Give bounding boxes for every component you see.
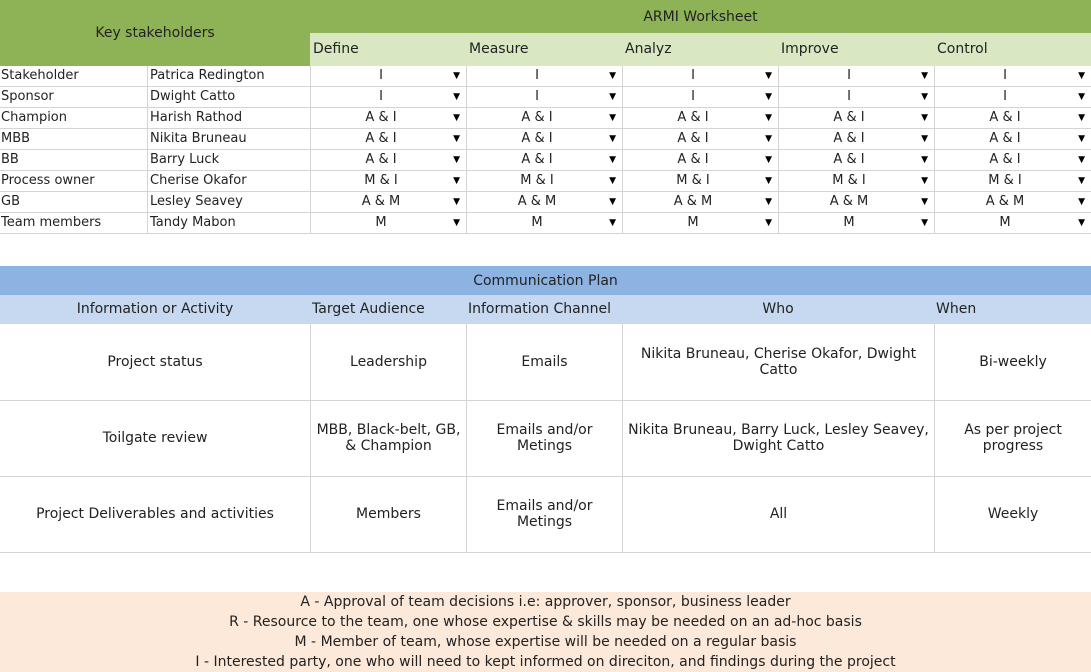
dropdown-value: A & I [833, 131, 865, 146]
dropdown-arrow-icon[interactable]: ▼ [1078, 92, 1085, 102]
dropdown-arrow-icon[interactable]: ▼ [765, 218, 772, 228]
dropdown-arrow-icon[interactable]: ▼ [921, 155, 928, 165]
armi-dropdown-analyz[interactable] [622, 129, 779, 149]
dropdown-arrow-icon[interactable]: ▼ [1078, 134, 1085, 144]
dropdown-arrow-icon[interactable]: ▼ [453, 197, 460, 207]
who-cell: Nikita Bruneau, Barry Luck, Lesley Seavey, Dwight Catto [623, 400, 935, 476]
legend-interested: I - Interested party, one who will need to kept informed on direciton, and findings during the project [195, 654, 896, 670]
dropdown-value: I [535, 89, 539, 104]
dropdown-value: M [999, 215, 1011, 230]
dropdown-value: M & I [676, 173, 710, 188]
dropdown-arrow-icon[interactable]: ▼ [921, 197, 928, 207]
legend-approval: A - Approval of team decisions i.e: approver, sponsor, business leader [300, 594, 791, 610]
armi-row [0, 108, 1091, 129]
dropdown-value: A & I [677, 152, 709, 167]
dropdown-value: M [687, 215, 699, 230]
dropdown-value: I [847, 68, 851, 83]
armi-dropdown-improve[interactable] [778, 171, 935, 191]
audience-cell: Leadership [311, 324, 467, 400]
dropdown-arrow-icon[interactable]: ▼ [765, 134, 772, 144]
armi-dropdown-control[interactable] [934, 171, 1091, 191]
stakeholder-name: Harish Rathod [147, 108, 313, 128]
dropdown-value: A & I [833, 110, 865, 125]
dropdown-value: A & I [365, 131, 397, 146]
dropdown-arrow-icon[interactable]: ▼ [453, 113, 460, 123]
dropdown-arrow-icon[interactable]: ▼ [1078, 197, 1085, 207]
dropdown-arrow-icon[interactable]: ▼ [609, 113, 616, 123]
activity-cell: Project status [0, 324, 311, 400]
dropdown-value: I [379, 89, 383, 104]
raci-legend [0, 592, 1091, 672]
dropdown-arrow-icon[interactable]: ▼ [765, 113, 772, 123]
dropdown-value: I [1003, 89, 1007, 104]
dropdown-arrow-icon[interactable]: ▼ [1078, 155, 1085, 165]
armi-row [0, 87, 1091, 108]
phase-header-row [310, 33, 1091, 66]
who-cell: All [623, 476, 935, 552]
armi-dropdown-analyz[interactable] [622, 192, 779, 212]
header-when: When [936, 301, 977, 317]
stakeholder-role: GB [1, 194, 20, 209]
legend-member: M - Member of team, whose expertise will be needed on a regular basis [294, 634, 797, 650]
dropdown-arrow-icon[interactable]: ▼ [609, 176, 616, 186]
dropdown-value: A & M [829, 194, 869, 209]
stakeholder-name: Dwight Catto [147, 87, 313, 107]
armi-row [0, 192, 1091, 213]
who-cell: Nikita Bruneau, Cherise Okafor, Dwight Catto [623, 324, 935, 400]
dropdown-value: A & M [673, 194, 713, 209]
dropdown-value: A & I [989, 110, 1021, 125]
armi-dropdown-control[interactable] [934, 87, 1091, 107]
channel-cell: Emails and/or Metings [467, 400, 623, 476]
armi-dropdown-analyz[interactable] [622, 171, 779, 191]
when-cell: Weekly [987, 506, 1039, 522]
armi-dropdown-define[interactable] [310, 108, 467, 128]
channel-cell: Emails and/or Metings [467, 476, 623, 552]
dropdown-value: M & I [364, 173, 398, 188]
phase-measure: Measure [469, 41, 529, 57]
dropdown-arrow-icon[interactable]: ▼ [609, 92, 616, 102]
armi-row [0, 213, 1091, 234]
armi-dropdown-improve[interactable] [778, 87, 935, 107]
armi-dropdown-analyz[interactable] [622, 87, 779, 107]
dropdown-arrow-icon[interactable]: ▼ [453, 155, 460, 165]
dropdown-arrow-icon[interactable]: ▼ [1078, 71, 1085, 81]
stakeholder-role: Champion [1, 110, 68, 125]
phase-improve: Improve [781, 41, 839, 57]
armi-row [0, 171, 1091, 192]
dropdown-value: A & I [365, 110, 397, 125]
armi-dropdown-improve[interactable] [778, 66, 935, 86]
dropdown-value: A & I [989, 152, 1021, 167]
armi-dropdown-define[interactable] [310, 192, 467, 212]
armi-dropdown-measure[interactable] [466, 129, 623, 149]
dropdown-arrow-icon[interactable]: ▼ [609, 218, 616, 228]
armi-dropdown-define[interactable] [310, 171, 467, 191]
armi-dropdown-measure[interactable] [466, 66, 623, 86]
dropdown-arrow-icon[interactable]: ▼ [765, 176, 772, 186]
when-cell: As per project progress [964, 422, 1062, 454]
phase-analyze: Analyz [625, 41, 672, 57]
dropdown-arrow-icon[interactable]: ▼ [921, 218, 928, 228]
dropdown-arrow-icon[interactable]: ▼ [1078, 176, 1085, 186]
activity-cell: Toilgate review [0, 400, 311, 476]
dropdown-arrow-icon[interactable]: ▼ [1078, 218, 1085, 228]
dropdown-value: A & M [517, 194, 557, 209]
phase-control: Control [937, 41, 988, 57]
stakeholder-role: Team members [1, 215, 102, 230]
dropdown-value: A & I [365, 152, 397, 167]
phase-define: Define [313, 41, 359, 57]
dropdown-arrow-icon[interactable]: ▼ [609, 155, 616, 165]
stakeholder-role: BB [1, 152, 19, 167]
dropdown-value: I [1003, 68, 1007, 83]
dropdown-arrow-icon[interactable]: ▼ [453, 92, 460, 102]
header-who: Who [762, 301, 794, 317]
armi-dropdown-measure[interactable] [466, 192, 623, 212]
armi-worksheet-title: ARMI Worksheet [310, 0, 1091, 33]
dropdown-value: I [379, 68, 383, 83]
dropdown-arrow-icon[interactable]: ▼ [921, 134, 928, 144]
dropdown-arrow-icon[interactable]: ▼ [921, 113, 928, 123]
dropdown-value: A & I [521, 131, 553, 146]
when-cell: Bi-weekly [979, 354, 1047, 370]
armi-dropdown-control[interactable] [934, 108, 1091, 128]
armi-table-body [0, 66, 1091, 234]
armi-dropdown-measure[interactable] [466, 108, 623, 128]
dropdown-arrow-icon[interactable]: ▼ [453, 218, 460, 228]
stakeholder-name: Tandy Mabon [147, 213, 313, 233]
armi-dropdown-improve[interactable] [778, 129, 935, 149]
armi-dropdown-improve[interactable] [778, 150, 935, 170]
dropdown-arrow-icon[interactable]: ▼ [921, 71, 928, 81]
dropdown-arrow-icon[interactable]: ▼ [765, 71, 772, 81]
dropdown-value: M [375, 215, 387, 230]
legend-resource: R - Resource to the team, one whose expertise & skills may be needed on an ad-hoc basis [229, 614, 862, 630]
communication-plan-header-row [0, 295, 1091, 324]
dropdown-value: I [691, 68, 695, 83]
header-target-audience: Target Audience [312, 301, 425, 317]
armi-dropdown-analyz[interactable] [622, 108, 779, 128]
armi-dropdown-control[interactable] [934, 66, 1091, 86]
armi-dropdown-control[interactable] [934, 213, 1091, 233]
dropdown-value: M & I [988, 173, 1022, 188]
dropdown-value: A & I [677, 131, 709, 146]
dropdown-value: I [535, 68, 539, 83]
key-stakeholders-header: Key stakeholders [0, 0, 310, 66]
dropdown-arrow-icon[interactable]: ▼ [765, 155, 772, 165]
audience-cell: Members [311, 476, 467, 552]
armi-dropdown-measure[interactable] [466, 150, 623, 170]
dropdown-value: A & I [677, 110, 709, 125]
dropdown-value: A & M [361, 194, 401, 209]
dropdown-arrow-icon[interactable]: ▼ [765, 197, 772, 207]
armi-dropdown-analyz[interactable] [622, 213, 779, 233]
dropdown-arrow-icon[interactable]: ▼ [609, 134, 616, 144]
dropdown-arrow-icon[interactable]: ▼ [453, 134, 460, 144]
dropdown-value: A & I [521, 110, 553, 125]
stakeholder-role: Sponsor [1, 89, 54, 104]
dropdown-value: M [843, 215, 855, 230]
armi-dropdown-measure[interactable] [466, 171, 623, 191]
armi-dropdown-define[interactable] [310, 87, 467, 107]
dropdown-arrow-icon[interactable]: ▼ [1078, 113, 1085, 123]
dropdown-value: I [847, 89, 851, 104]
armi-dropdown-define[interactable] [310, 66, 467, 86]
dropdown-value: M & I [832, 173, 866, 188]
dropdown-value: A & I [521, 152, 553, 167]
communication-row [0, 400, 1091, 477]
dropdown-value: I [691, 89, 695, 104]
armi-dropdown-control[interactable] [934, 150, 1091, 170]
stakeholder-name: Patrica Redington [147, 66, 313, 86]
dropdown-arrow-icon[interactable]: ▼ [921, 92, 928, 102]
dropdown-value: M & I [520, 173, 554, 188]
channel-cell: Emails [467, 324, 623, 400]
stakeholder-name: Lesley Seavey [147, 192, 313, 212]
stakeholder-role: Process owner [1, 173, 95, 188]
dropdown-value: A & I [833, 152, 865, 167]
stakeholder-role: Stakeholder [1, 68, 79, 83]
armi-dropdown-control[interactable] [934, 192, 1091, 212]
armi-dropdown-define[interactable] [310, 129, 467, 149]
communication-plan-title: Communication Plan [0, 266, 1091, 295]
header-information-activity: Information or Activity [76, 301, 234, 317]
armi-row [0, 150, 1091, 171]
armi-dropdown-define[interactable] [310, 150, 467, 170]
dropdown-arrow-icon[interactable]: ▼ [609, 71, 616, 81]
stakeholder-name: Cherise Okafor [147, 171, 313, 191]
armi-dropdown-improve[interactable] [778, 108, 935, 128]
armi-dropdown-analyz[interactable] [622, 150, 779, 170]
armi-dropdown-improve[interactable] [778, 192, 935, 212]
dropdown-arrow-icon[interactable]: ▼ [765, 92, 772, 102]
dropdown-value: M [531, 215, 543, 230]
armi-row [0, 66, 1091, 87]
stakeholder-role: MBB [1, 131, 31, 146]
armi-dropdown-analyz[interactable] [622, 66, 779, 86]
dropdown-arrow-icon[interactable]: ▼ [453, 176, 460, 186]
armi-dropdown-measure[interactable] [466, 213, 623, 233]
dropdown-arrow-icon[interactable]: ▼ [609, 197, 616, 207]
communication-row [0, 476, 1091, 553]
armi-dropdown-control[interactable] [934, 129, 1091, 149]
header-information-channel: Information Channel [468, 301, 611, 317]
armi-dropdown-improve[interactable] [778, 213, 935, 233]
audience-cell: MBB, Black-belt, GB, & Champion [311, 400, 467, 476]
dropdown-arrow-icon[interactable]: ▼ [921, 176, 928, 186]
activity-cell: Project Deliverables and activities [0, 476, 311, 552]
dropdown-value: A & M [985, 194, 1025, 209]
armi-dropdown-measure[interactable] [466, 87, 623, 107]
dropdown-value: A & I [989, 131, 1021, 146]
stakeholder-name: Nikita Bruneau [147, 129, 313, 149]
dropdown-arrow-icon[interactable]: ▼ [453, 71, 460, 81]
armi-dropdown-define[interactable] [310, 213, 467, 233]
stakeholder-name: Barry Luck [147, 150, 313, 170]
communication-row [0, 324, 1091, 401]
armi-row [0, 129, 1091, 150]
